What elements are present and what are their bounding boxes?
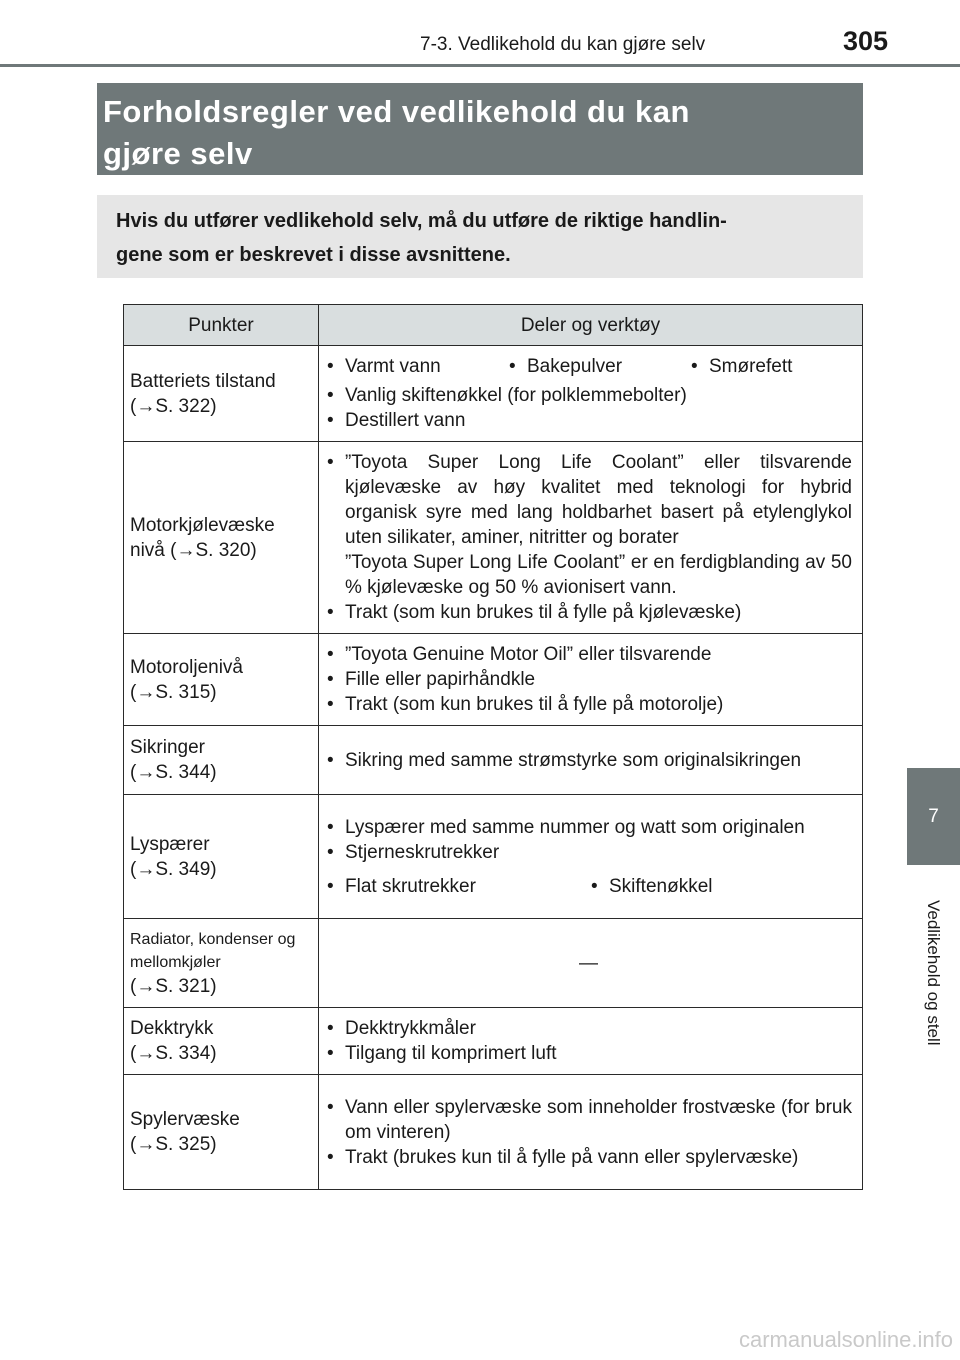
item-cell <box>124 1008 319 1075</box>
item-name: Batteriets tilstand <box>130 370 276 392</box>
item-name: Motoroljenivå <box>130 656 243 678</box>
tools-cell <box>319 442 863 634</box>
column-header-items: Punkter <box>124 305 319 346</box>
list-item: • Tilgang til komprimert luft <box>325 1041 852 1066</box>
list-item: • ”Toyota Genuine Motor Oil” eller tilsvarende <box>325 642 852 667</box>
list-item: • Vanlig skiftenøkkel (for polklemmebolter) <box>325 383 852 408</box>
table-header-row <box>124 305 863 346</box>
tools-cell <box>319 1008 863 1075</box>
list-item: • Bakepulver <box>507 354 689 379</box>
list-item: • Trakt (brukes kun til å fylle på vann eller spylervæske) <box>325 1145 852 1170</box>
tools-cell <box>319 919 863 1008</box>
item-name: Radiator, kondenser og mellomkjøler <box>130 930 296 971</box>
item-name: Dekktrykk <box>130 1018 214 1039</box>
tools-cell <box>319 795 863 919</box>
table-row <box>124 795 863 919</box>
chapter-number: 7 <box>928 805 939 827</box>
item-name: Lyspærer <box>130 833 210 855</box>
item-cell <box>124 795 319 919</box>
table-row <box>124 1075 863 1190</box>
page-reference: (→S. 334) <box>130 1043 217 1064</box>
page-reference: (→S. 325) <box>130 1134 217 1155</box>
section-title-line-2: gjøre selv <box>103 136 253 171</box>
item-cell <box>124 634 319 726</box>
item-name: Sikringer <box>130 737 205 758</box>
list-item: • Stjerneskrutrekker <box>325 840 852 865</box>
page-reference: (→S. 321) <box>130 975 217 997</box>
tools-cell <box>319 346 863 442</box>
tool-list <box>325 748 852 773</box>
page-reference: (→S. 344) <box>130 762 217 783</box>
tool-list <box>325 1095 852 1170</box>
item-cell <box>124 1075 319 1190</box>
tools-cell <box>319 726 863 795</box>
list-item: • Vann eller spylervæske som inneholder frostvæske (for bruk om vinteren) <box>325 1095 852 1145</box>
header-divider <box>0 64 960 67</box>
list-item: • Trakt (som kun brukes til å fylle på motorolje) <box>325 692 852 717</box>
chapter-label: Vedlikehold og stell <box>924 900 943 1046</box>
inline-tool-list <box>325 354 852 379</box>
list-item: • Fille eller papirhåndkle <box>325 667 852 692</box>
tool-list <box>325 450 852 550</box>
table-row <box>124 919 863 1008</box>
chapter-side-label <box>905 878 960 1068</box>
item-cell <box>124 919 319 1008</box>
tool-list <box>325 600 852 625</box>
tool-list <box>325 815 852 865</box>
list-item: • Trakt (som kun brukes til å fylle på kjølevæske) <box>325 600 852 625</box>
page-reference: nivå (→S. 320) <box>130 539 257 561</box>
running-header: 7-3. Vedlikehold du kan gjøre selv <box>420 34 706 55</box>
watermark: carmanualsonline.info <box>738 1327 953 1352</box>
maintenance-table <box>123 304 863 1190</box>
list-item: • Dekktrykkmåler <box>325 1016 852 1041</box>
section-title-line-1: Forholdsregler ved vedlikehold du kan <box>103 94 690 129</box>
page-reference: (→S. 322) <box>130 395 217 417</box>
list-item: • Skiftenøkkel <box>589 874 712 899</box>
item-name: Motorkjølevæske <box>130 514 275 536</box>
table-row <box>124 346 863 442</box>
list-item: • Varmt vann <box>325 354 507 379</box>
tools-cell <box>319 634 863 726</box>
empty-dash: — <box>579 952 598 974</box>
item-cell <box>124 442 319 634</box>
table-row <box>124 1008 863 1075</box>
tool-list <box>325 1016 852 1066</box>
coolant-note: ”Toyota Super Long Life Coolant” er en ferdigblanding av 50 % kjølevæske og 50 % avionisert vann. <box>345 552 852 598</box>
tools-cell <box>319 1075 863 1190</box>
section-title-box <box>97 83 863 175</box>
list-item: • Sikring med samme strømstyrke som originalsikringen <box>325 748 852 773</box>
table-row <box>124 442 863 634</box>
inline-tool-list <box>325 874 852 899</box>
intro-line-2: gene som er beskrevet i disse avsnittene. <box>116 244 511 266</box>
intro-box <box>97 195 863 278</box>
tool-list <box>325 642 852 717</box>
page-number: 305 <box>843 26 889 56</box>
page-reference: (→S. 315) <box>130 681 217 703</box>
list-item: • Smørefett <box>689 354 792 379</box>
list-item: • Flat skrutrekker <box>325 874 589 899</box>
list-item: • ”Toyota Super Long Life Coolant” eller tilsvarende kjølevæske av høy kvalitet med teknologi for hybrid organisk syre med lang holdbarhet basert på etylenglykol uten silikater, aminer, nitritter og borater <box>325 450 852 550</box>
list-item: • Destillert vann <box>325 408 852 433</box>
table-row <box>124 634 863 726</box>
chapter-tab <box>907 768 960 865</box>
table-row <box>124 726 863 795</box>
tool-list <box>325 383 852 433</box>
intro-line-1: Hvis du utfører vedlikehold selv, må du utføre de riktige handlin- <box>116 210 727 232</box>
item-cell <box>124 346 319 442</box>
column-header-parts-tools: Deler og verktøy <box>319 305 863 346</box>
list-item: • Lyspærer med samme nummer og watt som originalen <box>325 815 852 840</box>
item-cell <box>124 726 319 795</box>
item-name: Spylervæske <box>130 1109 240 1130</box>
page-reference: (→S. 349) <box>130 858 217 880</box>
